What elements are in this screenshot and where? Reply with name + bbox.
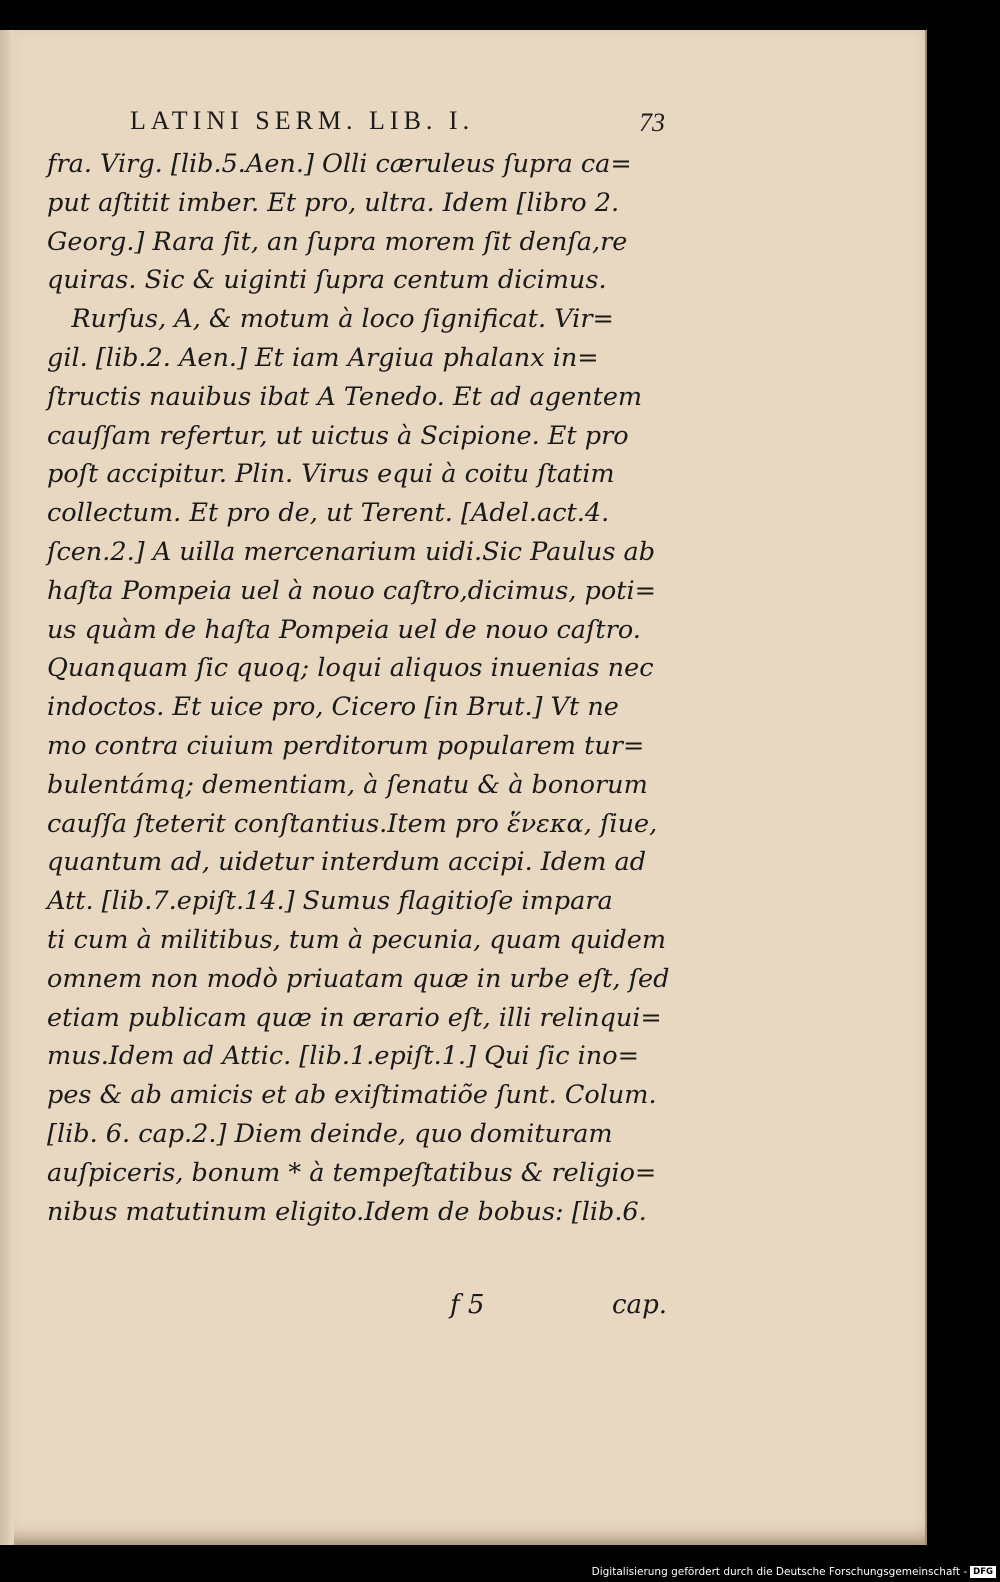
text-line: quantum ad, uidetur interdum accipi. Idem ad xyxy=(47,847,647,878)
text-line: fra. Virg. [lib.5.Aen.] Olli cæruleus ſupra ca= xyxy=(47,149,632,179)
text-line: Rurſus, A, & motum à loco ſignificat. Vir= xyxy=(47,304,614,335)
text-line: pes & ab amicis et ab exiſtimatiõe ſunt. Colum. xyxy=(47,1080,657,1111)
text-line: bulentámq; dementiam, à ſenatu & à bonorum xyxy=(47,769,648,800)
page-number: 73 xyxy=(639,108,665,137)
digitization-notice: Digitalisierung gefördert durch die Deutsche Forschungsgemeinschaft - xyxy=(591,1566,968,1578)
text-line: poſt accipitur. Plin. Virus equi à coitu ſtatim xyxy=(47,459,615,490)
text-line: cauſſa ſteterit conſtantius.Item pro ἕνεκα, ſiue, xyxy=(47,808,658,839)
dfg-logo-icon: DFG xyxy=(970,1566,996,1578)
text-line: gil. [lib.2. Aen.] Et iam Argiua phalanx in= xyxy=(47,342,599,373)
text-line: auſpiceris, bonum * à tempeſtatibus & religio= xyxy=(47,1157,657,1188)
signature-mark: f 5 xyxy=(450,1290,485,1320)
text-line: mo contra ciuium perditorum popularem tur= xyxy=(47,730,645,761)
text-line: collectum. Et pro de, ut Terent. [Adel.act.4. xyxy=(47,498,610,529)
text-line: ſcen.2.] A uilla mercenarium uidi.Sic Paulus ab xyxy=(47,536,656,567)
text-line: Georg.] Rara ſit, an ſupra morem ſit denſa,re xyxy=(47,226,628,257)
text-line: quiras. Sic & uiginti ſupra centum dicimus. xyxy=(47,265,607,296)
text-line: omnem non modò priuatam quæ in urbe eſt, ſed xyxy=(47,963,670,994)
text-line: etiam publicam quæ in ærario eſt, illi relinqui= xyxy=(47,1002,662,1033)
text-line: Quanquam ſic quoq; loqui aliquos inuenias nec xyxy=(47,653,654,684)
digitization-footer xyxy=(592,1566,996,1578)
text-line: put aſtitit imber. Et pro, ultra. Idem [libro 2. xyxy=(47,187,620,218)
text-line: us quàm de haſta Pompeia uel de nouo caſtro. xyxy=(47,614,641,645)
text-line: Att. [lib.7.epiſt.14.] Sumus flagitioſe impara xyxy=(47,886,613,917)
text-line: cauſſam refertur, ut uictus à Scipione. Et pro xyxy=(47,420,629,451)
text-line: [lib. 6. cap.2.] Diem deinde, quo domituram xyxy=(47,1118,613,1149)
text-line: ſtructis nauibus ibat A Tenedo. Et ad agentem xyxy=(47,381,643,412)
text-line: indoctos. Et uice pro, Cicero [in Brut.] Vt ne xyxy=(47,692,619,723)
page-scan xyxy=(0,30,927,1545)
text-line: mus.Idem ad Attic. [lib.1.epiſt.1.] Qui ſic ino= xyxy=(47,1041,639,1072)
running-head: LATINI SERM. LIB. I. xyxy=(130,106,475,135)
text-line: ti cum à militibus, tum à pecunia, quam quidem xyxy=(47,924,667,955)
page-header xyxy=(110,102,665,142)
text-line: haſta Pompeia uel à nouo caſtro,dicimus, poti= xyxy=(47,575,656,606)
text-line: nibus matutinum eligito.Idem de bobus: [lib.6. xyxy=(47,1196,647,1227)
catchword: cap. xyxy=(612,1290,667,1320)
body-text xyxy=(47,145,672,1231)
page-left-edge xyxy=(0,30,14,1545)
